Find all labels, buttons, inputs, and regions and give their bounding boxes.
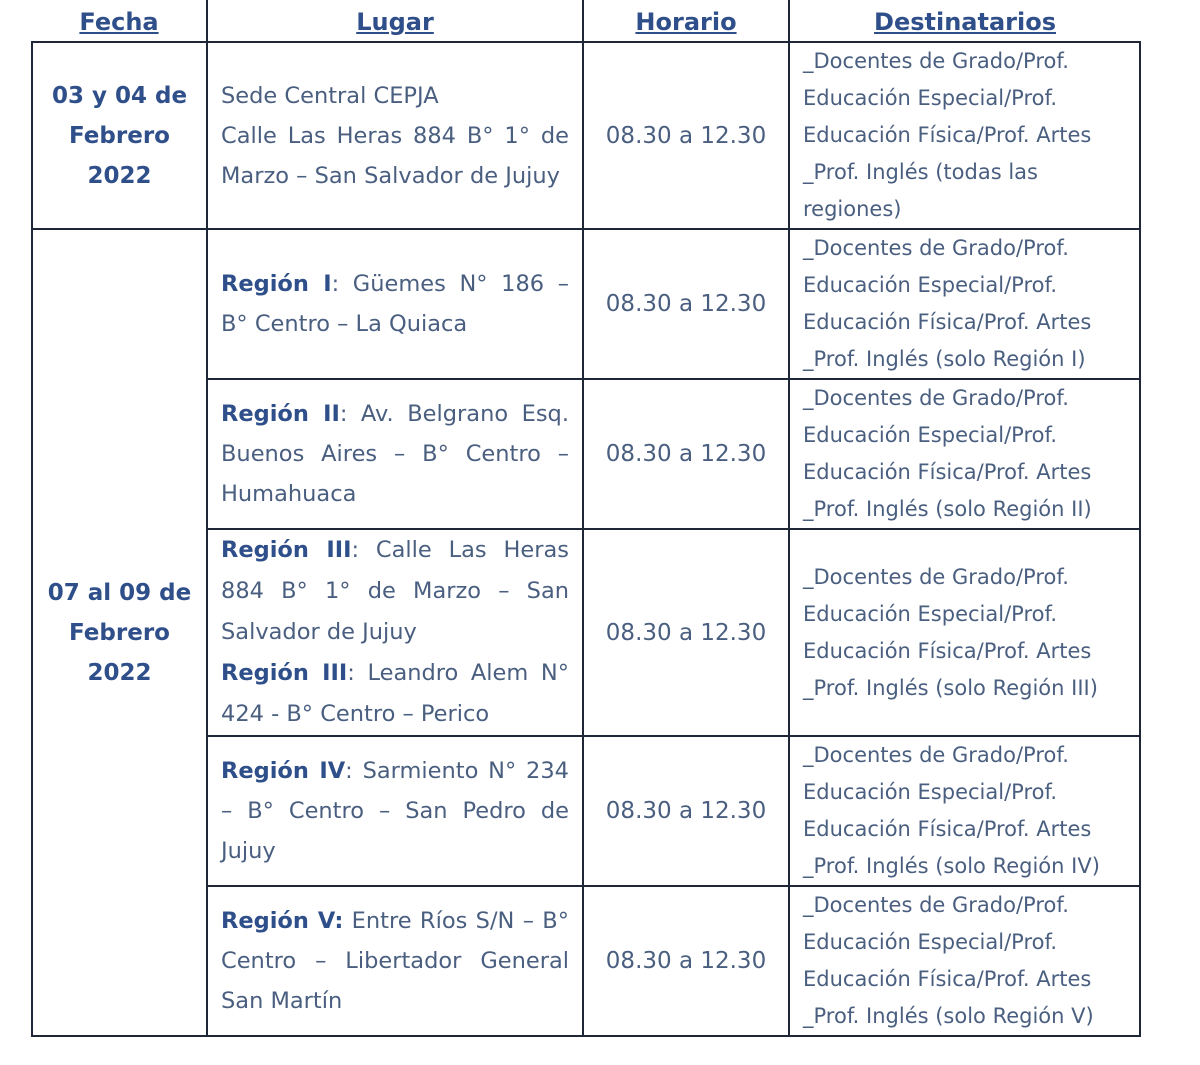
dest-line: Educación Especial/Prof.	[803, 601, 1058, 626]
dest-line: Educación Especial/Prof.	[803, 930, 1058, 954]
lugar-name: Sede Central CEPJA	[221, 82, 439, 109]
dest-line: _Prof. Inglés (solo Región IV)	[803, 854, 1100, 878]
region-address: : Av. Belgrano Esq. Buenos Aires – B° Centro – Humahuaca	[221, 401, 569, 507]
fecha-line: 2022	[87, 659, 152, 686]
lugar-text	[221, 653, 569, 735]
region-address: : Sarmiento N° 234 – B° Centro – San Pedro de Jujuy	[221, 758, 570, 864]
lugar-cell	[207, 529, 583, 736]
destinatarios-cell	[789, 379, 1140, 529]
fecha-line: 2022	[87, 162, 152, 189]
dest-line: Educación Especial/Prof.	[803, 423, 1058, 447]
fecha-cell	[32, 229, 207, 1036]
dest-line: Educación Especial/Prof.	[803, 86, 1058, 110]
lugar-text	[221, 901, 569, 1021]
region-label: Región III	[221, 660, 348, 686]
destinatarios-cell	[789, 529, 1140, 736]
dest-line: Educación Especial/Prof.	[803, 780, 1058, 804]
horario-cell: 08.30 a 12.30	[583, 736, 789, 886]
destinatarios-cell	[789, 229, 1140, 379]
schedule-table	[31, 0, 1141, 1037]
dest-line: _Docentes de Grado/Prof.	[803, 236, 1069, 260]
region-address: : Leandro Alem N° 424 - B° Centro – Perico	[221, 660, 569, 727]
lugar-address: Calle Las Heras 884 B° 1° de Marzo – San Salvador de Jujuy	[221, 122, 569, 189]
region-label: Región II	[221, 401, 340, 427]
destinatarios-cell	[789, 736, 1140, 886]
horario-cell: 08.30 a 12.30	[583, 229, 789, 379]
dest-line: Educación Física/Prof. Artes	[803, 123, 1092, 147]
destinatarios-cell	[789, 42, 1140, 229]
dest-line: _Docentes de Grado/Prof.	[803, 49, 1069, 73]
dest-line: Educación Física/Prof. Artes	[803, 817, 1092, 841]
region-label: Región I	[221, 271, 332, 297]
horario-cell: 08.30 a 12.30	[583, 886, 789, 1036]
lugar-cell	[207, 379, 583, 529]
region-address: : Calle Las Heras 884 B° 1° de Marzo – San Salvador de Jujuy	[221, 537, 570, 645]
dest-line: regiones)	[803, 197, 902, 221]
dest-line: _Docentes de Grado/Prof.	[803, 386, 1069, 410]
header-row	[32, 0, 1140, 42]
lugar-text	[221, 530, 569, 653]
horario-cell: 08.30 a 12.30	[583, 42, 789, 229]
header-destinatarios: Destinatarios	[789, 0, 1140, 42]
fecha-cell	[32, 42, 207, 229]
horario-cell: 08.30 a 12.30	[583, 529, 789, 736]
dest-line: Educación Física/Prof. Artes	[803, 638, 1092, 663]
fecha-line: Febrero	[69, 122, 170, 149]
dest-line: _Prof. Inglés (solo Región I)	[803, 347, 1086, 371]
lugar-text	[221, 394, 569, 514]
dest-line: _Prof. Inglés (todas las	[803, 160, 1038, 184]
table-row	[32, 42, 1140, 229]
dest-line: _Prof. Inglés (solo Región II)	[803, 497, 1092, 521]
region-label: Región V:	[221, 908, 344, 934]
lugar-text	[221, 264, 569, 344]
dest-line: Educación Física/Prof. Artes	[803, 967, 1092, 991]
fecha-line: 07 al 09 de	[47, 579, 192, 606]
lugar-text	[221, 751, 569, 871]
horario-cell: 08.30 a 12.30	[583, 379, 789, 529]
dest-line: _Docentes de Grado/Prof.	[803, 564, 1069, 589]
dest-line: Educación Especial/Prof.	[803, 273, 1058, 297]
region-address: : Güemes N° 186 – B° Centro – La Quiaca	[221, 271, 569, 337]
header-lugar: Lugar	[207, 0, 583, 42]
lugar-cell	[207, 886, 583, 1036]
dest-line: Educación Física/Prof. Artes	[803, 310, 1092, 334]
lugar-cell	[207, 736, 583, 886]
dest-line: _Prof. Inglés (solo Región V)	[803, 1004, 1094, 1028]
header-horario: Horario	[583, 0, 789, 42]
dest-line: _Docentes de Grado/Prof.	[803, 893, 1069, 917]
lugar-cell	[207, 229, 583, 379]
dest-line: _Prof. Inglés (solo Región III)	[803, 675, 1098, 700]
region-label: Región IV	[221, 758, 346, 784]
dest-line: Educación Física/Prof. Artes	[803, 460, 1092, 484]
header-fecha: Fecha	[32, 0, 207, 42]
lugar-cell	[207, 42, 583, 229]
region-label: Región III	[221, 537, 352, 563]
schedule-document	[31, 0, 1139, 1026]
dest-line: _Docentes de Grado/Prof.	[803, 743, 1069, 767]
destinatarios-cell	[789, 886, 1140, 1036]
fecha-line: 03 y 04 de	[51, 82, 188, 109]
fecha-line: Febrero	[69, 619, 170, 646]
table-row	[32, 229, 1140, 379]
region-address: Entre Ríos S/N – B° Centro – Libertador General San Martín	[221, 908, 569, 1014]
